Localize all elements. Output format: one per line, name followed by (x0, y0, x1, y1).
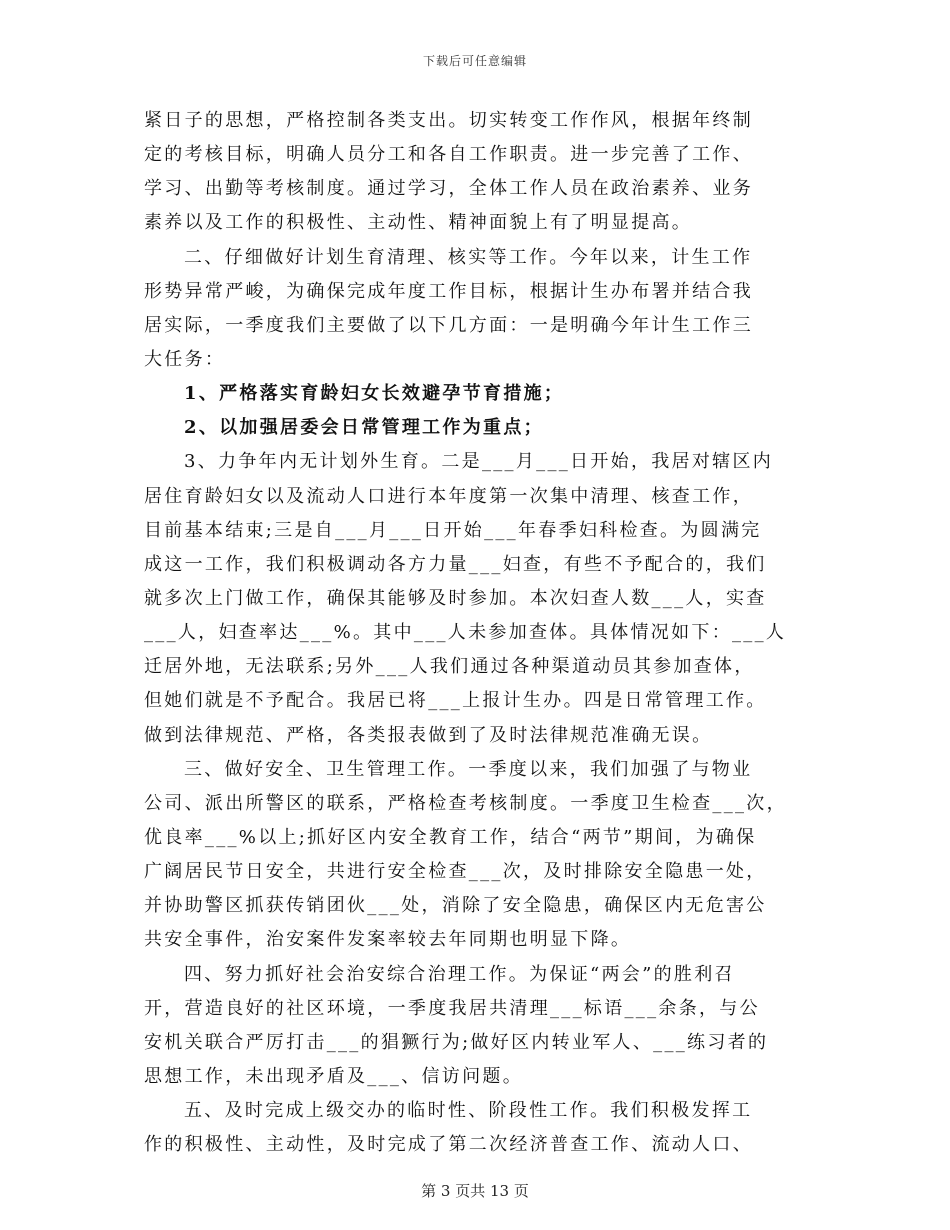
page-footer: 第 3 页共 13 页 (421, 1182, 529, 1200)
text-line: 做到法律规范、严格，各类报表做到了及时法律规范准确无误。 (144, 724, 713, 746)
text-line: 目前基本结束;三是自___月___日开始___年春季妇科检查。为圆满完 (144, 519, 762, 541)
page-header: 下载后可任意编辑 (422, 54, 527, 68)
text-line: 开，营造良好的社区环境，一季度我居共清理___标语___余条，与公 (144, 997, 760, 1019)
text-line: 三、做好安全、卫生管理工作。一季度以来，我们加强了与物业 (184, 758, 753, 780)
text-line: 成这一工作，我们积极调动各方力量___妇查，有些不予配合的，我们 (144, 553, 767, 575)
document-body (144, 104, 808, 1162)
text-line: 广阔居民节日安全，共进行安全检查___次，及时排除安全隐患一处， (144, 861, 767, 883)
text-line: 但她们就是不予配合。我居已将___上报计生办。四是日常管理工作。 (144, 690, 767, 712)
text-line: 大任务： (144, 348, 226, 370)
text-line: 居实际，一季度我们主要做了以下几方面：一是明确今年计生工作三 (144, 314, 753, 336)
text-line: 素养以及工作的积极性、主动性、精神面貌上有了明显提高。 (144, 212, 693, 234)
text-line: 安机关联合严厉打击___的猖獗行为;做好区内转业军人、___练习者的 (144, 1031, 769, 1053)
text-line: 优良率___%以上;抓好区内安全教育工作，结合“两节”期间，为确保 (144, 826, 757, 848)
text-line: 并协助警区抓获传销团伙___处，消除了安全隐患，确保区内无危害公 (144, 895, 767, 917)
text-line: 定的考核目标，明确人员分工和各自工作职责。进一步完善了工作、 (144, 144, 753, 166)
text-line: 紧日子的思想，严格控制各类支出。切实转变工作作风，根据年终制 (144, 110, 753, 131)
text-line: 3、力争年内无计划外生育。二是___月___日开始，我居对辖区内 (184, 451, 774, 473)
text-line: 二、仔细做好计划生育清理、核实等工作。今年以来，计生工作 (184, 246, 753, 268)
text-line: 居住育龄妇女以及流动人口进行本年度第一次集中清理、核查工作， (144, 485, 753, 507)
text-line: 作的积极性、主动性，及时完成了第二次经济普查工作、流动人口、 (144, 1134, 753, 1156)
text-line: 五、及时完成上级交办的临时性、阶段性工作。我们积极发挥工 (184, 1100, 753, 1122)
text-line: 1、严格落实育龄妇女长效避孕节育措施； (184, 383, 565, 405)
text-line: 学习、出勤等考核制度。通过学习，全体工作人员在政治素养、业务 (144, 178, 753, 200)
text-line: ___人，妇查率达___%。其中___人未参加查体。具体情况如下：___人 (144, 622, 787, 644)
text-line: 共安全事件，治安案件发案率较去年同期也明显下降。 (144, 929, 632, 951)
text-line: 2、以加强居委会日常管理工作为重点； (184, 417, 544, 439)
text-line: 迁居外地，无法联系;另外___人我们通过各种渠道动员其参加查体， (144, 656, 755, 678)
text-line: 思想工作，未出现矛盾及___、信访问题。 (144, 1065, 523, 1087)
text-line: 公司、派出所警区的联系，严格检查考核制度。一季度卫生检查___次， (144, 792, 787, 814)
text-line: 就多次上门做工作，确保其能够及时参加。本次妇查人数___人，实查 (144, 587, 767, 609)
text-line: 四、努力抓好社会治安综合治理工作。为保证“两会”的胜利召 (184, 963, 735, 985)
text-line: 形势异常严峻，为确保完成年度工作目标，根据计生办布署并结合我 (144, 280, 753, 302)
